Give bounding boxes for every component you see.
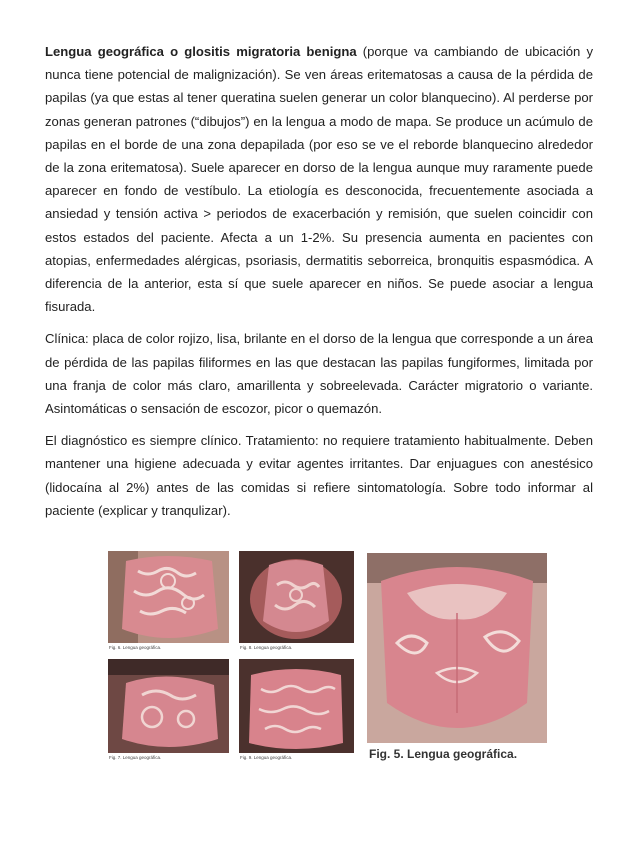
paragraph-lengua-geografica [45,40,593,318]
fig7-photo [108,659,229,753]
paragraph-clinica: Clínica: placa de color rojizo, lisa, brilante en el dorso de la lengua que corresponde a un área de pérdida de las papilas filiformes en las que destacan las papilas fungiformes, limitada por una franja de color más claro, amarillenta y sobreelevada. Carácter migratorio o variante. Asintomáticas o sensación de escozor, picor o quemazón. [45,331,593,417]
fig7-caption: Fig. 7. Lengua geográfica. [109,755,162,760]
fig5-caption: Fig. 5. Lengua geográfica. [369,747,518,761]
fig8-photo [239,551,354,643]
paragraph-diagnostico: El diagnóstico es siempre clínico. Tratamiento: no requiere tratamiento habitualmente. Deben mantener una higiene adecuada y evitar agentes irritantes. Dar enjuagues con anestésico (lidocaína al 2%) antes de las comidas si refiere sintomatología. Sobre todo informar al paciente (explicar y tranqulizar). [45,433,593,518]
fig8-caption: Fig. 8. Lengua geográfica. [240,645,293,650]
figures-collage [108,551,548,766]
paragraph-bold-lead: Lengua geográfica o glositis migratoria benigna [45,44,357,59]
fig9-photo [239,659,354,753]
fig6-photo [108,551,229,643]
fig5-photo [367,553,547,743]
fig9-caption: Fig. 9. Lengua geográfica. [240,755,293,760]
paragraph-text: (porque va cambiando de ubicación y nunca tiene potencial de malignización). Se ven áreas eritematosas a causa de la pérdida de papilas (ya que estas al tener queratina suelen generar un color blanquecino). Al perderse por zonas generan patrones (“dibujos”) en la lengua a modo de mapa. Se produce un acúmulo de papilas en el borde de una zona depapilada (por eso se ve el reborde blanquecino alrededor de la zona eritematosa). Suele aparecer en dorso de la lengua aunque muy raramente puede aparecer en fondo de vestíbulo. La etiología es desconocida, frecuentemente asociada a ansiedad y tensión activa > periodos de exacerbación y remisión, que suelen coincidir con estos estados del paciente. Afecta a un 1-2%. Su presencia aumenta en pacientes con atopias, enfermedades alérgicas, psoriasis, dermatitis seborreica, bronquitis espasmódica. A diferencia de la anterior, esta sí que suele aparecer en niños. Se puede asociar a lengua fisurada. [45,44,593,315]
document-body [45,40,593,531]
fig6-caption: Fig. 6. Lengua geográfica. [109,645,162,650]
